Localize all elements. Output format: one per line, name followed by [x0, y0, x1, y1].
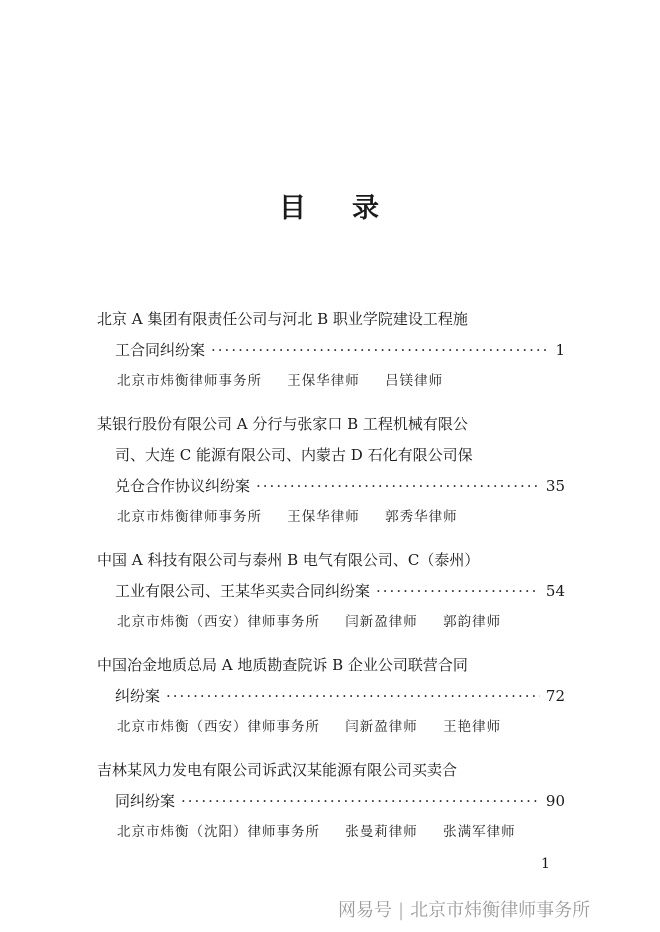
entry-title-line-last	[97, 786, 565, 817]
entry-title-line-last	[97, 471, 565, 502]
entry-title-line-last	[97, 681, 565, 712]
entry-title-line: 司、大连 C 能源有限公司、内蒙古 D 石化有限公司保	[115, 446, 473, 464]
title-char-2: 录	[352, 193, 381, 224]
entry-title-line: 吉林某风力发电有限公司诉武汉某能源有限公司买卖合	[97, 761, 458, 779]
toc-entry[interactable]	[97, 545, 565, 637]
law-firm: 北京市炜衡（西安）律师事务所	[117, 614, 320, 630]
page-reference: 72	[545, 687, 565, 705]
entry-authors	[97, 712, 565, 742]
title-char-1: 目	[279, 193, 308, 224]
page-reference: 35	[545, 477, 565, 495]
toc-entry[interactable]	[97, 650, 565, 742]
author: 吕镁律师	[385, 373, 444, 389]
author: 郭秀华律师	[385, 509, 458, 525]
entry-title-text: 工业有限公司、王某华买卖合同纠纷案	[115, 582, 371, 600]
law-firm: 北京市炜衡（西安）律师事务所	[117, 719, 320, 735]
toc-entry[interactable]	[97, 304, 565, 396]
entry-title-text: 同纠纷案	[115, 792, 176, 810]
toc-entry[interactable]	[97, 755, 565, 847]
entry-authors	[97, 366, 565, 396]
entry-title-line-last	[97, 576, 565, 607]
leader-dots	[181, 786, 540, 817]
author: 王保华律师	[287, 373, 360, 389]
law-firm: 北京市炜衡律师事务所	[117, 509, 262, 525]
page-reference: 54	[545, 582, 565, 600]
watermark-platform: 网易号	[338, 900, 392, 921]
entry-authors	[97, 607, 565, 637]
page-reference: 90	[545, 792, 565, 810]
entry-title-text: 工合同纠纷案	[115, 341, 206, 359]
entry-title-line: 中国冶金地质总局 A 地质勘查院诉 B 企业公司联营合同	[97, 656, 468, 674]
entry-title-text: 纠纷案	[115, 687, 161, 705]
author: 张满军律师	[443, 824, 516, 840]
author: 郭韵律师	[443, 614, 502, 630]
table-of-contents	[97, 304, 565, 860]
leader-dots	[256, 471, 540, 502]
entry-authors	[97, 817, 565, 847]
leader-dots	[166, 681, 540, 712]
author: 闫新盈律师	[345, 614, 418, 630]
entry-title-line-last	[97, 335, 565, 366]
page-reference: 1	[555, 341, 565, 359]
entry-title-line: 北京 A 集团有限责任公司与河北 B 职业学院建设工程施	[97, 310, 468, 328]
toc-entry[interactable]	[97, 409, 565, 532]
watermark-separator: |	[398, 900, 405, 921]
entry-title-line: 某银行股份有限公司 A 分行与张家口 B 工程机械有限公	[97, 415, 468, 433]
leader-dots	[376, 576, 540, 607]
law-firm: 北京市炜衡律师事务所	[117, 373, 262, 389]
leader-dots	[211, 335, 547, 366]
watermark	[338, 896, 590, 922]
author: 王保华律师	[287, 509, 360, 525]
author: 张曼莉律师	[345, 824, 418, 840]
author: 闫新盈律师	[345, 719, 418, 735]
watermark-account: 北京市炜衡律师事务所	[410, 900, 591, 921]
page-number: 1	[541, 856, 550, 872]
entry-authors	[97, 502, 565, 532]
law-firm: 北京市炜衡（沈阳）律师事务所	[117, 824, 320, 840]
entry-title-text: 兑仓合作协议纠纷案	[115, 477, 251, 495]
author: 王艳律师	[443, 719, 502, 735]
page-title	[0, 186, 660, 225]
entry-title-line: 中国 A 科技有限公司与泰州 B 电气有限公司、C（泰州）	[97, 551, 480, 569]
